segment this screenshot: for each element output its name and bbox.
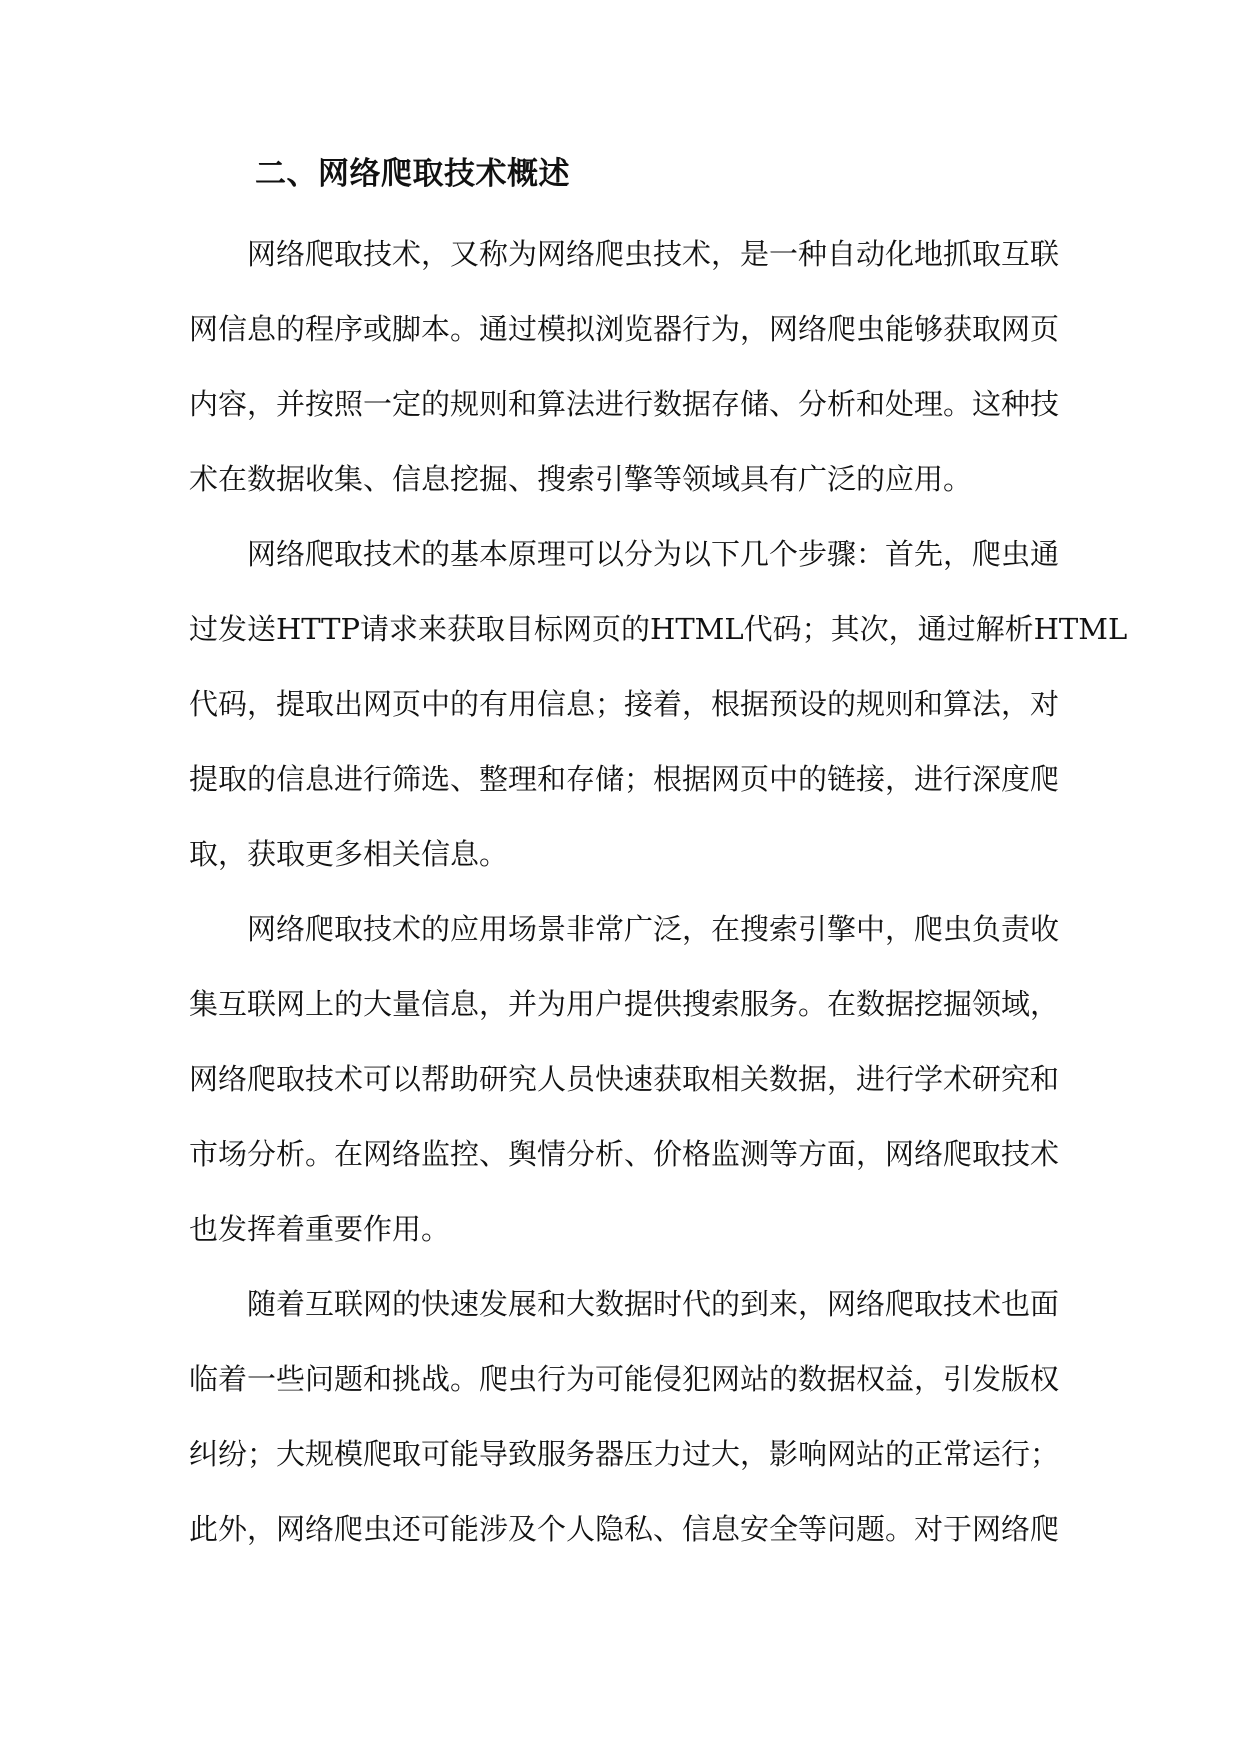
paragraph-4 <box>189 1274 1060 1574</box>
text-line: 取，获取更多相关信息。 <box>189 837 509 871</box>
text-line: 网络爬取技术的应用场景非常广泛，在搜索引擎中，爬虫负责收 <box>247 912 1060 946</box>
text-line: 临着一些问题和挑战。爬虫行为可能侵犯网站的数据权益，引发版权 <box>189 1362 1060 1396</box>
text-line: 纠纷；大规模爬取可能导致服务器压力过大，影响网站的正常运行； <box>189 1437 1060 1471</box>
paragraph-2 <box>189 524 1128 899</box>
text-line: 提取的信息进行筛选、整理和存储；根据网页中的链接，进行深度爬 <box>189 762 1060 796</box>
text-line: 网络爬取技术可以帮助研究人员快速获取相关数据，进行学术研究和 <box>189 1062 1060 1096</box>
paragraph-3 <box>189 899 1060 1274</box>
text-line: 随着互联网的快速发展和大数据时代的到来，网络爬取技术也面 <box>247 1287 1060 1321</box>
text-line: 内容，并按照一定的规则和算法进行数据存储、分析和处理。这种技 <box>189 387 1060 421</box>
text-line: 网信息的程序或脚本。通过模拟浏览器行为，网络爬虫能够获取网页 <box>189 312 1060 346</box>
paragraph-1 <box>189 224 1060 524</box>
text-line: 集互联网上的大量信息，并为用户提供搜索服务。在数据挖掘领域， <box>189 987 1060 1021</box>
text-line: 也发挥着重要作用。 <box>189 1212 451 1246</box>
text-line: 网络爬取技术的基本原理可以分为以下几个步骤：首先，爬虫通 <box>247 537 1060 571</box>
section-heading: 二、网络爬取技术概述 <box>255 156 570 192</box>
text-line: 过发送HTTP请求来获取目标网页的HTML代码；其次，通过解析HTML <box>189 612 1128 646</box>
text-line: 术在数据收集、信息挖掘、搜索引擎等领域具有广泛的应用。 <box>189 462 973 496</box>
text-line: 网络爬取技术，又称为网络爬虫技术，是一种自动化地抓取互联 <box>247 237 1060 271</box>
body-text <box>189 224 1128 1574</box>
text-line: 代码，提取出网页中的有用信息；接着，根据预设的规则和算法，对 <box>189 687 1060 721</box>
text-line: 市场分析。在网络监控、舆情分析、价格监测等方面，网络爬取技术 <box>189 1137 1060 1171</box>
text-line: 此外，网络爬虫还可能涉及个人隐私、信息安全等问题。对于网络爬 <box>189 1512 1060 1546</box>
